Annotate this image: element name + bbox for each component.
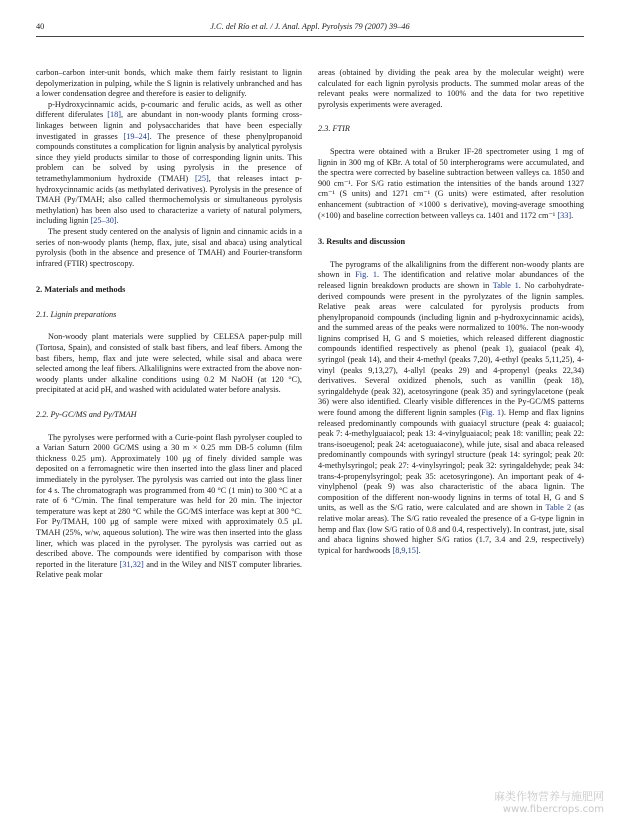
section-heading: 3. Results and discussion <box>318 237 406 247</box>
journal-citation: J.C. del Río et al. / J. Anal. Appl. Pyrolysis 79 (2007) 39–46 <box>210 22 410 31</box>
citation-link[interactable]: [19–24] <box>123 131 150 141</box>
paragraph: The present study centered on the analysis of lignin and cinnamic acids in a series of non-woody plants (hemp, flax, jute, sisal and abaca) using analytical pyrolysis (both in the absence and presence of TMAH) and Fourier-transform infrared (FTIR) spectroscopy. <box>36 226 302 268</box>
left-column <box>36 68 302 581</box>
paragraph: The pyrograms of the alkalilignins from the different non-woody plants are shown in Fig. 1. The identification and relative molar abundances of the released lignin breakdown products are shown in Table 1. No carbohydrate-derived compounds were present in the pyrolyzates of the lignin samples. Relative peak areas were calculated for pyrolysis products from phenylpropanoid compounds (including lignin and p-hydroxycinnamic acids), and the summed areas of the peaks were normalized to 100%. The non-woody lignins comprised H, G and S moieties, which released different diagnostic compounds identified respectively as phenol (peak 1), guaiacol (peak 4), syringol (peak 14), and their 4-methyl (peaks 7,20), 4-ethyl (peaks 5,11,25), 4-vinyl (peaks 9,13,27), 4-allyl (peaks 29) and 4-propenyl (peaks 22,34) derivatives. Several oxidized phenols, such as vanillin (peak 18), syringaldehyde (peak 32), acetosyringone (peak 35) and syringylacetone (peak 36) were also identified. Clearly visible differences in the Py-GC/MS patterns were found among the different lignin samples (Fig. 1). Hemp and flax lignins released predominantly compounds with guaiacyl structure (peak 4: guaiacol; peak 7: 4-methylguaiacol; peak 13: 4-vinylguaiacol; peak 18: vanillin; peak 22: trans-isoeugenol; peak 24: acetoguaiacone), while jute, sisal and abaca released predominantly compounds with syringyl structure (peak 14: syringol; peak 20: 4-methylsyringol; peak 27: 4-vinylsyringol; peak 32: syringaldehyde; peak 34: trans-4-propenylsyringol; peak 35: acetosyringone). An important peak of 4-vinylphenol (peak 9) was also characteristic of the abaca lignin. The composition of the different non-woody lignins in terms of total H, G and S units, as well as the S/G ratio, were calculated and are shown in Table 2 (as relative molar areas). The S/G ratio revealed the presence of a G-type lignin in hemp and flax (low S/G ratio of 0.8 and 0.4, respectively). In contrast, jute, sisal and abaca lignins showed higher S/G ratios (1.7, 3.4 and 2.9, respectively) typical for hardwoods [8,9,15]. <box>318 259 584 555</box>
figure-link[interactable]: Fig. 1 <box>355 270 378 280</box>
paragraph: p-Hydroxycinnamic acids, p-coumaric and ferulic acids, as well as other different diferulates [18], are abundant in non-woody plants forming cross-linkages between lignin and polysaccharides that have been especially investigated in grasses [19–24]. The presence of these phenylpropanoid compounds constitutes a complication for lignin analysis by analytical pyrolysis since they yield products similar to those of corresponding lignin units. This problem can be solved by using pyrolysis in the presence of tetramethylammonium hydroxide (TMAH) [25], that releases intact p-hydroxycinnamic acids (as methylated derivatives). Pyrolysis in the presence of TMAH (Py/TMAH; also called thermochemolysis or simultaneous pyrolysis methylation) has been also used to characterize a variety of natural polymers, including lignin [25–30]. <box>36 99 303 226</box>
page-header <box>36 22 584 36</box>
watermark-url: www.fibercrops.com <box>502 804 604 815</box>
citation-link[interactable]: [25] <box>195 173 209 183</box>
paragraph: areas (obtained by dividing the peak area by the molecular weight) were calculated for each lignin pyrolysis products. The summed molar areas of the relevant peaks were normalized to 100% and the data for two repetitive pyrolysis experiments were averaged. <box>318 68 584 109</box>
header-rule <box>36 36 584 37</box>
right-column <box>318 68 584 556</box>
table-link[interactable]: Table 1 <box>492 280 519 290</box>
subsection-heading: 2.3. FTIR <box>318 124 350 134</box>
citation-link[interactable]: [31,32] <box>119 559 144 569</box>
paragraph: Spectra were obtained with a Bruker IF-28 spectrometer using 1 mg of lignin in 300 mg of KBr. A total of 50 interpherograms were accumulated, and the spectra were corrected by baseline subtraction between valleys ca. 1850 and 900 cm⁻¹. For S/G ratio estimation the intensities of the bands around 1327 cm⁻¹ (S units) and 1271 cm⁻¹ (G units) were estimated, after resolution enhancement (subtraction of ×1000 s derivative), moving-average smoothing (×100) and baseline correction between valleys ca. 1401 and 1172 cm⁻¹ [33]. <box>318 146 584 220</box>
citation-link[interactable]: [18] <box>107 110 121 120</box>
section-heading: 2. Materials and methods <box>36 285 126 295</box>
table-link[interactable]: Table 2 <box>545 503 572 513</box>
figure-link[interactable]: Fig. 1 <box>481 408 502 418</box>
subsection-heading: 2.1. Lignin preparations <box>36 309 117 319</box>
subsection-heading: 2.2. Py-GC/MS and Py/TMAH <box>36 410 137 420</box>
paragraph: The pyrolyses were performed with a Curie-point flash pyrolyser coupled to a Varian Saturn 2000 GC/MS using a 30 m × 0.25 mm DB-5 column (film thickness 0.25 μm). Approximately 100 μg of finely divided sample was deposited on a ferromagnetic wire then inserted into the glass liner and placed immediately in the pyrolyser. The pyrolysis was carried out into the glass liner for 4 s. The chromatograph was programmed from 40 °C (1 min) to 300 °C at a rate of 6 °C/min. The final temperature was held for 20 min. The injector temperature was kept at 280 °C while the GC/MS interface was kept at 300 °C. For Py/TMAH, 100 μg of sample were mixed with approximately 0.5 μL TMAH (25%, w/w, aqueous solution). The wire was then inserted into the glass liner, which was placed in the pyrolyser. The pyrolysis was carried out as described above. The compounds were identified by comparison with those reported in the literature [31,32] and in the Wiley and NIST computer libraries. Relative peak molar <box>36 432 302 580</box>
watermark <box>494 790 604 816</box>
page-number: 40 <box>36 22 45 31</box>
watermark-text: 麻类作物营养与施肥网 <box>494 790 604 803</box>
paragraph: Non-woody plant materials were supplied by CELESA paper-pulp mill (Tortosa, Spain), and consisted of stalk bast fibers, and leaf fibers. Among the bast fibers, hemp, flax and jute were selected, while sisal and abaca were selected among the leaf fibers. Alkalilignins were extracted from the above non-woody plants under alkaline conditions using 0.2 M NaOH (at 120 °C), precipitated at acid pH, and washed with acidulated water before analysis. <box>36 332 302 395</box>
citation-link[interactable]: [25–30] <box>90 216 117 226</box>
citation-link[interactable]: [8,9,15] <box>392 545 419 555</box>
paragraph: carbon–carbon inter-unit bonds, which make them fairly resistant to lignin depolymerization in pulping, while the S lignin is relatively unbranched and has a lower condensation degree and therefore is easier to delignify. <box>36 68 302 99</box>
citation-link[interactable]: [33] <box>557 210 572 220</box>
